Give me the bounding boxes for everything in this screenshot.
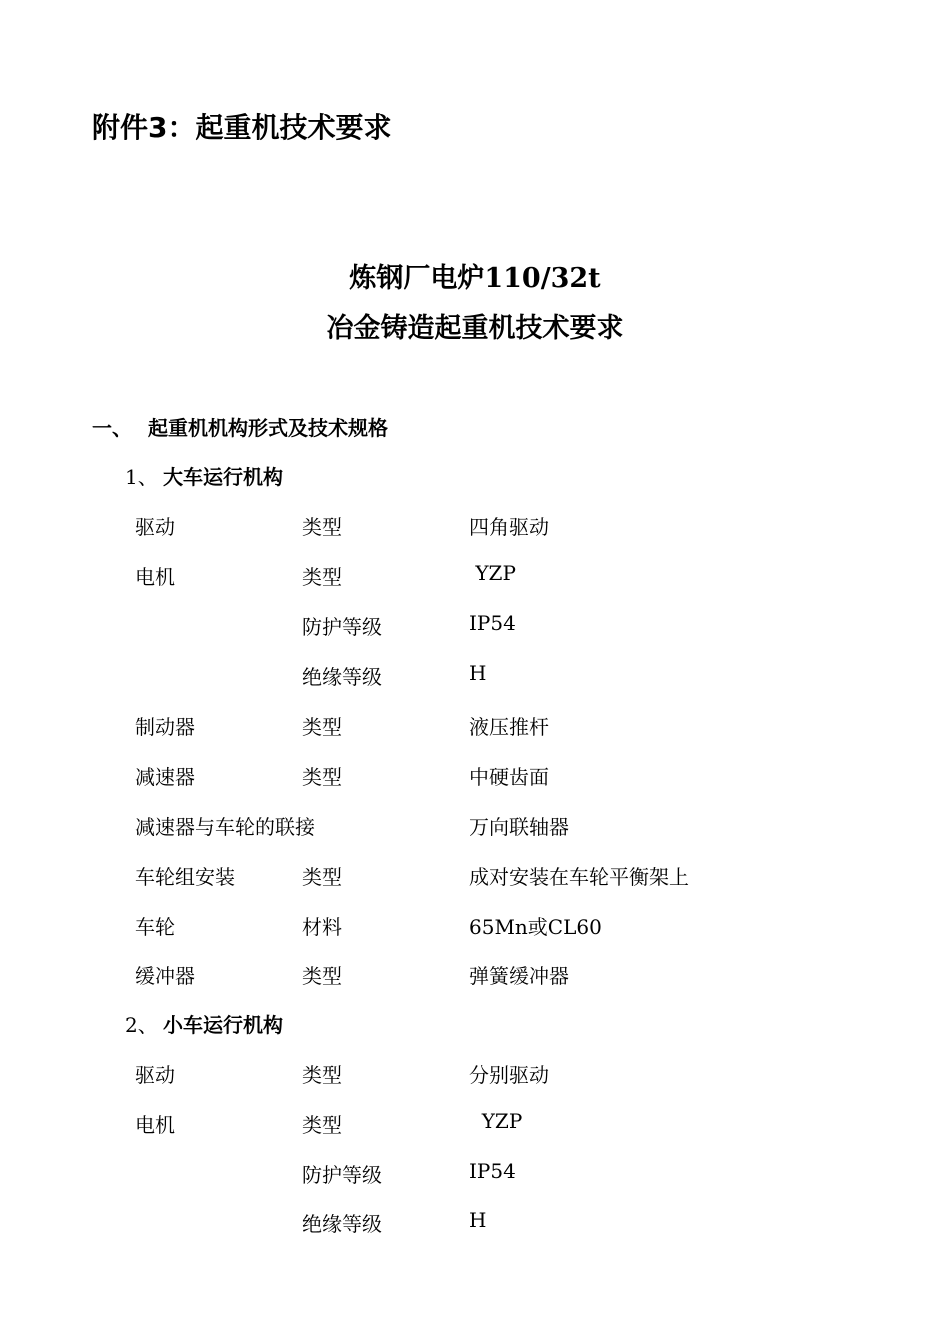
spec-row xyxy=(0,861,950,891)
spec-row xyxy=(0,761,950,791)
spec-item: 车轮 xyxy=(135,915,175,939)
spec-row xyxy=(0,711,950,741)
spec-item: 驱动 xyxy=(135,1063,175,1087)
spec-attribute: 类型 xyxy=(302,715,342,739)
spec-item: 减速器与车轮的联接 xyxy=(135,815,315,839)
spec-row xyxy=(0,561,950,591)
spec-row xyxy=(0,1109,950,1139)
spec-value: IP54 xyxy=(469,611,516,635)
spec-value: YZP xyxy=(469,1109,523,1133)
spec-row xyxy=(0,1059,950,1089)
spec-attribute: 类型 xyxy=(302,1113,342,1137)
spec-value: 中硬齿面 xyxy=(469,765,549,789)
spec-attribute: 类型 xyxy=(302,964,342,988)
spec-item: 减速器 xyxy=(135,765,195,789)
section-number: 一、 xyxy=(92,416,132,440)
spec-value: 成对安装在车轮平衡架上 xyxy=(469,865,689,889)
spec-value: 65Mn或CL60 xyxy=(469,915,602,939)
spec-row xyxy=(0,661,950,691)
spec-item: 车轮组安装 xyxy=(135,865,235,889)
spec-attribute: 类型 xyxy=(302,1063,342,1087)
section-heading xyxy=(92,412,388,441)
spec-attribute: 类型 xyxy=(302,565,342,589)
spec-value: H xyxy=(469,661,487,685)
spec-item: 缓冲器 xyxy=(135,964,195,988)
spec-item: 制动器 xyxy=(135,715,195,739)
spec-value: 液压推杆 xyxy=(469,715,549,739)
spec-attribute: 类型 xyxy=(302,515,342,539)
subsection-number: 1、 xyxy=(125,465,158,489)
attachment-heading: 附件3：起重机技术要求 xyxy=(92,111,392,144)
spec-attribute: 绝缘等级 xyxy=(302,665,382,689)
subsection-heading-1 xyxy=(125,461,283,490)
spec-row xyxy=(0,811,950,841)
spec-value: YZP xyxy=(469,561,516,585)
subsection-title: 小车运行机构 xyxy=(163,1013,283,1037)
section-title: 起重机机构形式及技术规格 xyxy=(148,416,388,440)
spec-value: IP54 xyxy=(469,1159,516,1183)
spec-row xyxy=(0,611,950,641)
spec-value: 分别驱动 xyxy=(469,1063,549,1087)
spec-attribute: 防护等级 xyxy=(302,1163,382,1187)
spec-attribute: 类型 xyxy=(302,765,342,789)
spec-attribute: 防护等级 xyxy=(302,615,382,639)
subsection-number: 2、 xyxy=(125,1013,158,1037)
spec-value: 弹簧缓冲器 xyxy=(469,964,569,988)
spec-item: 电机 xyxy=(135,1113,175,1137)
document-title-line2: 冶金铸造起重机技术要求 xyxy=(326,313,624,344)
spec-attribute: 绝缘等级 xyxy=(302,1212,382,1236)
spec-value: 万向联轴器 xyxy=(469,815,569,839)
document-title-line1: 炼钢厂电炉110/32t xyxy=(349,263,601,294)
spec-item: 电机 xyxy=(135,565,175,589)
spec-row xyxy=(0,1208,950,1238)
spec-row xyxy=(0,511,950,541)
spec-attribute: 材料 xyxy=(302,915,342,939)
spec-value: 四角驱动 xyxy=(469,515,549,539)
spec-attribute: 类型 xyxy=(302,865,342,889)
spec-value: H xyxy=(469,1208,487,1232)
spec-row xyxy=(0,960,950,990)
spec-row xyxy=(0,1159,950,1189)
spec-item: 驱动 xyxy=(135,515,175,539)
subsection-title: 大车运行机构 xyxy=(163,465,283,489)
spec-row xyxy=(0,911,950,941)
subsection-heading-2 xyxy=(125,1009,283,1038)
